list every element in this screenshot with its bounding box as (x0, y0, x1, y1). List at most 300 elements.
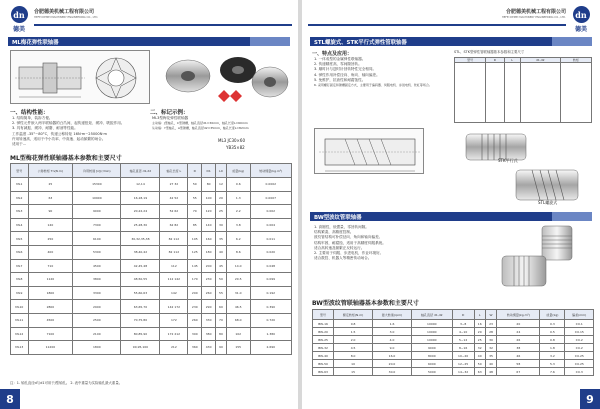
table-cell: 80 (216, 327, 227, 341)
table-row (11, 341, 292, 355)
table-cell: 102 (226, 327, 250, 341)
table-cell: 52 62 (160, 205, 188, 219)
table-cell: 0.011 (250, 232, 291, 246)
feature-line: 3. 顺时针与逆时针回转特性完全相同。 (314, 67, 377, 72)
table-row (313, 368, 594, 376)
ml-photo-svg (158, 52, 290, 106)
table-cell: 31.0 (226, 286, 250, 300)
table-cell: 48,50,55 (121, 273, 160, 287)
table-cell: 7100 (28, 327, 73, 341)
table-cell: 140 (202, 218, 216, 232)
structure-line: 3. 具有减振、缓冲、耐磨、耐油等性能。 (12, 126, 78, 131)
structure-heading: 一、结构性能： (10, 110, 49, 116)
table-row (313, 336, 594, 344)
feature-line: 6. 采用螺钉固定和键槽固定方式，主要用于编码器、伺服电机、步进电机、丝杠等场合。 (314, 83, 432, 88)
table-row (11, 327, 292, 341)
table-cell: 70,75,80 (121, 313, 160, 327)
table-cell: 15300 (73, 178, 121, 192)
table-cell: 1.6 (373, 320, 412, 328)
table-row (11, 259, 292, 273)
table-row (11, 205, 292, 219)
feature-line: 5. 免维护，抗油性和耐腐蚀性。 (314, 77, 366, 82)
table-cell: ML11 (11, 313, 29, 327)
table-header: 许用转速 [n](r/min) (73, 164, 121, 178)
table-cell: 25,28,30 (121, 218, 160, 232)
table-cell: ML9 (11, 286, 29, 300)
table-cell: 25 (474, 336, 485, 344)
table-row (11, 245, 292, 259)
table-header: 转动惯量(kg·m²) (250, 164, 291, 178)
section-bar-accent (552, 37, 592, 46)
table-row (11, 273, 292, 287)
table-cell: 42 52 (160, 191, 188, 205)
left-page-number: 8 (0, 389, 20, 409)
table-row (11, 218, 292, 232)
table-cell: 1800 (28, 286, 73, 300)
table-cell: ML2 (11, 191, 29, 205)
table-cell: BW-20 (313, 328, 334, 336)
table-cell: 46 (497, 352, 540, 360)
table-cell: 3.8 (226, 218, 250, 232)
bw-feature-line: 适合高转速及频繁正反转运行。 (314, 245, 365, 250)
table-cell: 3.2 (540, 352, 565, 360)
marking-text (152, 116, 290, 132)
marking-heading: 二、标记示例： (150, 110, 189, 116)
table-cell: 2100 (73, 327, 121, 341)
table-cell: 8.6 (226, 245, 250, 259)
table-cell: 6000 (411, 360, 452, 368)
table-cell: 2500 (73, 313, 121, 327)
table-header: L0 (216, 164, 227, 178)
stl-spec-table (454, 57, 592, 123)
table-cell: ±0.25 (565, 360, 594, 368)
table-cell: ML5 (11, 232, 29, 246)
table-cell: 68.0 (226, 313, 250, 327)
bw-parameter-table (312, 309, 594, 376)
table-row (313, 344, 594, 352)
table-cell: 63,65,70 (121, 300, 160, 314)
table-header: 轴孔直径 d1,d2 (121, 164, 160, 178)
structure-line: 1. 结构简单，装拆方便。 (12, 116, 53, 120)
table-cell: 140 (28, 218, 73, 232)
feature-heading: 一、特点及应用： (312, 51, 353, 57)
table-cell: 24 (497, 328, 540, 336)
ml-technical-drawing (10, 50, 150, 104)
left-footnote: 注：1. 轴孔直径d与d1可用于J型轴孔。 2. 表中重量为实际轴孔最大重量。 (10, 381, 123, 385)
table-cell: 0.0007 (250, 191, 291, 205)
table-cell: 80 (202, 178, 216, 192)
marking-code-1: ML3 JC30×60 (218, 138, 245, 143)
table-cell: ML8 (11, 273, 29, 287)
table-cell: 23 (485, 320, 496, 328)
marking-line: 主动端：J型轴孔，C型键槽，轴孔直径d1=30mm，轴孔长度L=60mm (152, 121, 248, 126)
table-cell: 70 (188, 205, 202, 219)
table-cell: 142 (160, 286, 188, 300)
table-header: 型号 (455, 58, 486, 63)
table-row (11, 178, 292, 192)
right-page (302, 0, 600, 409)
table-cell: 90 (28, 205, 73, 219)
table-cell: 14.0 (226, 259, 250, 273)
company-en: HEFEI DEMEI MACHINERY ENGINEERING CO., LTD. (34, 16, 99, 19)
table-row (11, 313, 292, 327)
table-cell: 3.0 (373, 328, 412, 336)
table-header: D (452, 310, 474, 320)
table-cell: ML6 (11, 245, 29, 259)
marking-code-2: YB35×82 (226, 145, 245, 150)
table-cell: ML10 (11, 300, 29, 314)
table-cell: 63 (28, 191, 73, 205)
table-cell: 20.5 (226, 273, 250, 287)
table-cell: 46.5 (226, 300, 250, 314)
table-header: D1 (202, 164, 216, 178)
table-header: D (486, 58, 504, 63)
table-cell: 12,14 (121, 178, 160, 192)
table-cell: 2.0 (334, 336, 373, 344)
table-cell: 10000 (411, 336, 452, 344)
table-cell: 170 (188, 273, 202, 287)
stl-section-bar (310, 37, 592, 46)
stl-photo-svg (460, 130, 588, 216)
company-cn: 合肥德美机械工程有限公司 (505, 9, 566, 15)
table-cell: 45 (216, 259, 227, 273)
table-cell: 10000 (411, 320, 452, 328)
table-header: 转动惯量(kg·m²) (497, 310, 540, 320)
table-cell: 25 (28, 178, 73, 192)
table-cell: 11200 (28, 341, 73, 355)
table-cell: BW-32 (313, 344, 334, 352)
table-cell: 0.8 (334, 320, 373, 328)
section-bar-accent (250, 37, 290, 46)
table-header-row (313, 310, 594, 320)
table-cell: 112 (160, 259, 188, 273)
table-row (313, 328, 594, 336)
bw-feature-line: 结构紧凑，高精度控制。 (314, 230, 354, 235)
table-cell: 40 (216, 245, 227, 259)
table-header: 轴孔长度 L (160, 164, 188, 178)
company-en: HEFEI DEMEI MACHINERY ENGINEERING CO., LTD. (501, 16, 566, 19)
table-cell: BW-63 (313, 368, 334, 376)
table-cell: 8.0 (334, 352, 373, 360)
table-header: 最大转速(rpm) (373, 310, 412, 320)
table-cell: 430 (202, 341, 216, 355)
left-page (0, 0, 298, 409)
table-header: 质量(kg) (226, 164, 250, 178)
table-cell: 63 (474, 368, 485, 376)
table-cell: 250 (28, 232, 73, 246)
table-cell: 50 (188, 178, 202, 192)
bw-feature-line: 结构牢固，耐腐蚀，适用于高精度伺服系统。 (314, 240, 386, 245)
section-bar-accent (552, 212, 592, 221)
table-cell: 0.390 (250, 300, 291, 314)
table-cell: 1.8 (540, 344, 565, 352)
table-cell: 4~10 (452, 328, 474, 336)
table-cell: 710 (28, 259, 73, 273)
table-header: 型号 (11, 164, 29, 178)
table-header: d1,d2 (520, 58, 560, 63)
table-cell: 55,60,63 (121, 286, 160, 300)
table-cell: 105 (188, 232, 202, 246)
table-cell: 2800 (28, 300, 73, 314)
table-cell: BW-16 (313, 320, 334, 328)
ml-product-photo (158, 52, 290, 106)
table-header: L (474, 310, 485, 320)
table-row (313, 320, 594, 328)
table-cell: 20.0 (373, 360, 412, 368)
stl-stk-product-photo (460, 130, 588, 216)
table-cell: 32 (485, 344, 496, 352)
table-cell: 10~20 (452, 352, 474, 360)
bw-feature-line: 适合数控、机器人等精密传动场合。 (314, 256, 372, 261)
table-cell: 80,85,90 (121, 327, 160, 341)
table-cell: 50 (474, 360, 485, 368)
table-cell: 32 (474, 344, 485, 352)
table-cell: 5~12 (452, 336, 474, 344)
table-cell: 0.5 (540, 328, 565, 336)
ml-drawing-svg (11, 51, 151, 105)
table-cell: 0.020 (250, 245, 291, 259)
table-cell: 0.8 (540, 336, 565, 344)
left-section-title: ML梅花弹性联轴器 (12, 39, 59, 46)
table-cell: 8~16 (452, 344, 474, 352)
table-header: 偏差(mm) (565, 310, 594, 320)
stk-label: STK平行式 (498, 158, 518, 163)
table-cell: 230 (202, 273, 216, 287)
table-cell: BW-25 (313, 336, 334, 344)
table-cell: 100 (202, 191, 216, 205)
table-cell: 6100 (73, 232, 121, 246)
table-cell: 82 112 (160, 245, 188, 259)
header-rule (308, 24, 566, 26)
table-cell: 0.002 (250, 205, 291, 219)
table-cell: 70 (216, 313, 227, 327)
stl-section-title: STL螺旋式、STK平行式弹性管联轴器 (314, 39, 407, 46)
table-header: 公称转矩 Tn(N·m) (28, 164, 73, 178)
table-cell: 400 (28, 245, 73, 259)
table-cell: 180 (202, 245, 216, 259)
table-cell: 20,22,24 (121, 205, 160, 219)
table-cell: 360 (188, 341, 202, 355)
table-cell: 120 (202, 205, 216, 219)
table-cell: 3~8 (452, 320, 474, 328)
right-header (302, 6, 600, 33)
table-cell: 125 (188, 245, 202, 259)
table-cell: 155 (226, 341, 250, 355)
table-cell: ±0.2 (565, 344, 594, 352)
table-cell: 67 (497, 368, 540, 376)
table-cell: 26 (497, 336, 540, 344)
table-cell: 172 212 (160, 327, 188, 341)
table-cell: 30 (216, 218, 227, 232)
bw-section-title: BW型波纹管联轴器 (314, 214, 362, 221)
table-header-row (11, 164, 292, 178)
table-cell: 4.5 (334, 344, 373, 352)
marking-line: ML3型梅花弹性联轴器 (152, 116, 189, 120)
table-cell: 4500 (73, 259, 121, 273)
table-cell: 7300 (73, 218, 121, 232)
table-row (313, 352, 594, 360)
table-cell: 35 (216, 232, 227, 246)
table-cell: BW-50 (313, 360, 334, 368)
table-cell: 142 172 (160, 300, 188, 314)
table-row (455, 63, 592, 123)
logo-mark: dn (573, 6, 590, 23)
table-cell: 7.6 (540, 368, 565, 376)
table-cell: 90 (216, 341, 227, 355)
table-cell: 12~25 (452, 360, 474, 368)
company-name (34, 8, 98, 19)
table-cell: 10 (334, 360, 373, 368)
table-header: 轴孔直径 d1,d2 (411, 310, 452, 320)
table-cell: 1.3 (226, 191, 250, 205)
table-cell: 172 (160, 313, 188, 327)
table-cell: 9000 (73, 205, 121, 219)
table-cell: 260 (202, 286, 216, 300)
stl-drawing-svg (315, 129, 425, 175)
table-header: D (188, 164, 202, 178)
table-cell: 200 (202, 259, 216, 273)
table-cell: ±0.2 (565, 336, 594, 344)
table-cell: 55 (188, 191, 202, 205)
table-cell: 3300 (73, 286, 121, 300)
table-cell: 300 (188, 327, 202, 341)
table-cell: ML7 (11, 259, 29, 273)
table-cell: 5.3 (540, 360, 565, 368)
table-cell: ML1 (11, 178, 29, 192)
ml-table-body (11, 178, 292, 355)
table-cell: 0.004 (250, 218, 291, 232)
logo-name: 德美 (12, 26, 25, 33)
table-cell: 380 (202, 327, 216, 341)
structure-line: 适用于... (12, 142, 27, 147)
feature-line: 4. 弹性作用补偿径向、角向、轴向偏差。 (314, 72, 380, 77)
table-cell: 28 (485, 328, 496, 336)
table-cell: 58 (497, 360, 540, 368)
table-cell: 5300 (73, 245, 121, 259)
table-cell: 0.0002 (250, 178, 291, 192)
table-cell: 38,40,42 (121, 245, 160, 259)
table-cell: 30.0 (373, 368, 412, 376)
table-cell: 48 (485, 368, 496, 376)
table-cell: 3800 (73, 273, 121, 287)
table-cell: 112 142 (160, 273, 188, 287)
bw-table-body (313, 320, 594, 376)
bw-feature-line: 1. 高刚性，低惯量，零回转间隙。 (314, 225, 369, 229)
structure-line: 2. 弹性元件嵌入两半联轴器的凸爪间，起传递扭矩、缓冲、吸振作用。 (12, 121, 125, 126)
stl-technical-drawing (314, 128, 424, 174)
table-cell: 15 (334, 368, 373, 376)
table-header: L (504, 58, 520, 63)
feature-line: 1. 一体成型的金属弹性联轴器。 (314, 57, 366, 61)
table-cell: 0.192 (250, 286, 291, 300)
table-row (11, 300, 292, 314)
brand-logo (570, 6, 592, 33)
logo-mark: dn (11, 6, 28, 23)
table-cell: 1120 (28, 273, 73, 287)
table-cell: 42,45,48 (121, 259, 160, 273)
structure-text (12, 116, 142, 147)
structure-line: 许用转速高，适用于中小功率、中高速、起动频繁的场合。 (12, 136, 106, 141)
table-cell: 0.3 (540, 320, 565, 328)
table-cell: 6.2 (226, 232, 250, 246)
table-cell: 1.5 (334, 328, 373, 336)
table-cell: 8000 (411, 352, 452, 360)
left-section-bar (8, 37, 290, 46)
ml-parameter-table (10, 163, 292, 355)
stl-label: STL螺旋式 (538, 200, 558, 205)
table-cell: ML13 (11, 341, 29, 355)
table-cell: 30 (485, 336, 496, 344)
table-cell: 260 (188, 313, 202, 327)
table-header: 转矩 (560, 58, 591, 63)
feature-line: 2. 传递精度高，零间隙回转。 (314, 62, 362, 67)
feature-text (314, 57, 446, 88)
table-cell: 38 (497, 344, 540, 352)
table-cell: 12 (216, 178, 227, 192)
company-name-right (502, 8, 566, 19)
table-cell: ML12 (11, 327, 29, 341)
table-cell: ML4 (11, 218, 29, 232)
table-cell: 27 32 (160, 178, 188, 192)
bw-product-photo (492, 224, 588, 294)
brand-logo (8, 6, 30, 33)
bw-table-title: BW型波纹管联轴器基本参数和主要尺寸 (312, 300, 419, 307)
table-cell: ±0.3 (565, 368, 594, 376)
table-cell: 60 (216, 300, 227, 314)
table-cell: 16 (474, 320, 485, 328)
table-cell: 0.099 (250, 273, 291, 287)
table-cell: 290 (202, 300, 216, 314)
table-cell: 10900 (73, 191, 121, 205)
table-row (313, 360, 594, 368)
table-cell: 40 (474, 352, 485, 360)
logo-name: 德美 (574, 26, 587, 33)
bw-feature-line: 2. 主要用于伺服、步进电机，作业环境好。 (314, 251, 384, 256)
table-cell: ±0.1 (565, 320, 594, 328)
table-cell: 30,32,35,38 (121, 232, 160, 246)
table-row (11, 232, 292, 246)
table-cell: 50 (216, 273, 227, 287)
table-cell: ±0.15 (565, 328, 594, 336)
table-cell: 20 (474, 328, 485, 336)
table-cell: 2.690 (250, 341, 291, 355)
table-cell: 16,18,19 (121, 191, 160, 205)
bw-feature-line: 波纹管结构可补偿径向、角向和轴向偏差。 (314, 235, 383, 240)
table-cell: 62 82 (160, 218, 188, 232)
table-cell: ±0.25 (565, 352, 594, 360)
table-cell: 145 (188, 259, 202, 273)
table-cell: 90,95,100 (121, 341, 160, 355)
table-cell: 20 (216, 191, 227, 205)
table-cell: 0.6 (226, 178, 250, 192)
table-cell: 9000 (411, 344, 452, 352)
table-cell: 2900 (73, 300, 121, 314)
header-rule (34, 24, 292, 26)
table-cell: 35 (485, 352, 496, 360)
table-cell: 2.2 (226, 205, 250, 219)
table-cell: 55 (216, 286, 227, 300)
left-header (0, 6, 298, 33)
marking-line: 从动端：Y型轴孔，A型键槽，轴孔直径d2=35mm，轴孔长度L=82mm (152, 126, 249, 131)
table-cell: 40 (485, 360, 496, 368)
table-header: 额定转矩(N·m) (334, 310, 373, 320)
table-cell: 25 (216, 205, 227, 219)
table-cell: 0.048 (250, 259, 291, 273)
right-page-number: 9 (580, 389, 600, 409)
table-cell: 85 (188, 218, 202, 232)
table-cell: 212 (160, 341, 188, 355)
table-header: 质量(kg) (540, 310, 565, 320)
